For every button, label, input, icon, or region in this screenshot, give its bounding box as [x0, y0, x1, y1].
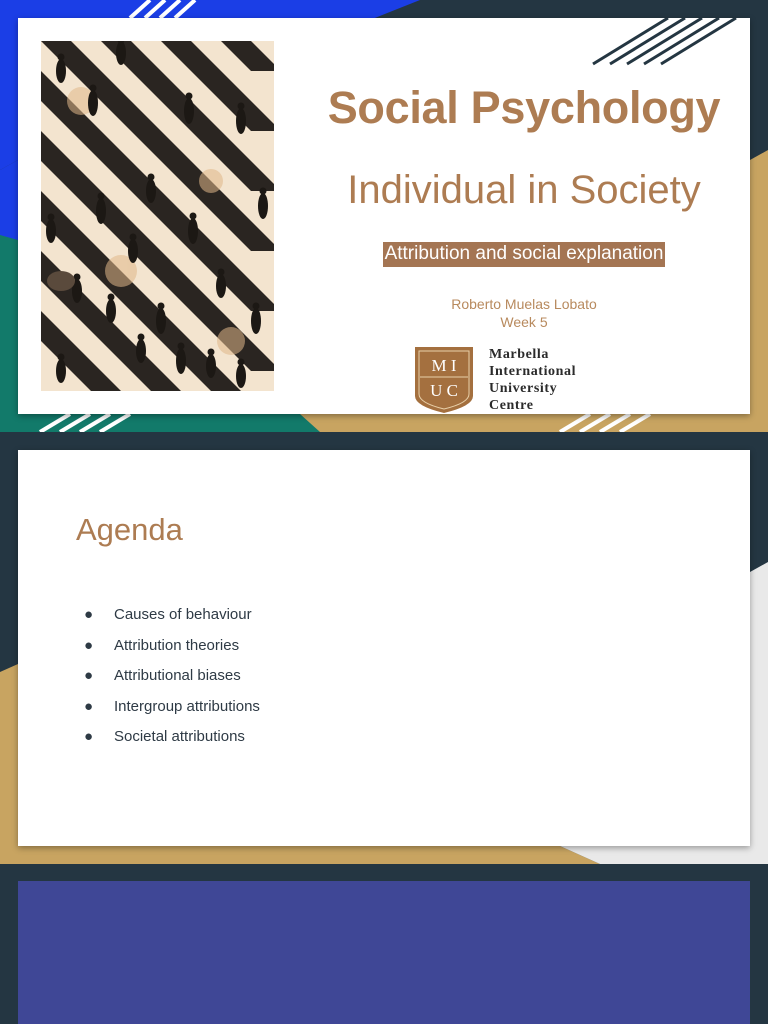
crosswalk-photo — [41, 41, 274, 391]
title-slide — [18, 18, 750, 414]
list-item — [84, 696, 260, 727]
agenda-item-label: Attributional biases — [114, 667, 241, 684]
crosswalk-image — [41, 41, 274, 391]
agenda-title: Agenda — [76, 512, 183, 547]
agenda-item-label: Causes of behaviour — [114, 606, 252, 623]
agenda-item-label: Intergroup attributions — [114, 697, 260, 715]
logo-monogram-top: M I — [431, 356, 457, 375]
slide-subtitle: Individual in Society — [347, 168, 701, 212]
topic-row — [314, 242, 734, 267]
logo-line-2: International — [489, 364, 577, 379]
agenda-item-label: Attribution theories — [114, 636, 240, 654]
topic-label: Attribution and social explanation — [383, 242, 666, 267]
bullet-icon: ● — [84, 667, 94, 684]
list-item — [84, 726, 260, 757]
logo-line-3: University — [489, 381, 558, 396]
university-logo — [414, 346, 634, 412]
list-item — [84, 665, 260, 696]
slide-1-thumbnail[interactable] — [0, 0, 768, 432]
agenda-item-label: Societal attributions — [114, 728, 245, 745]
decorative-stripes — [588, 18, 750, 66]
logo-line-4: Centre — [489, 398, 534, 413]
logo-monogram-bottom: U C — [430, 381, 458, 400]
bullet-icon: ● — [84, 606, 94, 623]
bullet-icon: ● — [84, 697, 94, 715]
logo-wordmark — [489, 346, 576, 414]
slide-2-thumbnail[interactable] — [0, 432, 768, 864]
list-item — [84, 635, 260, 666]
slide-3-thumbnail[interactable] — [0, 864, 768, 1024]
logo-line-1: Marbella — [489, 347, 550, 362]
logo-shield — [414, 346, 474, 414]
author-block — [314, 295, 734, 331]
agenda-list — [84, 604, 260, 757]
section-slide — [18, 881, 750, 1024]
author-name: Roberto Muelas Lobato — [451, 296, 597, 312]
list-item — [84, 604, 260, 635]
week-label: Week 5 — [500, 314, 548, 330]
bullet-icon: ● — [84, 728, 94, 745]
bullet-icon: ● — [84, 636, 94, 654]
slide-title: Social Psychology — [327, 82, 721, 133]
agenda-slide — [18, 450, 750, 846]
